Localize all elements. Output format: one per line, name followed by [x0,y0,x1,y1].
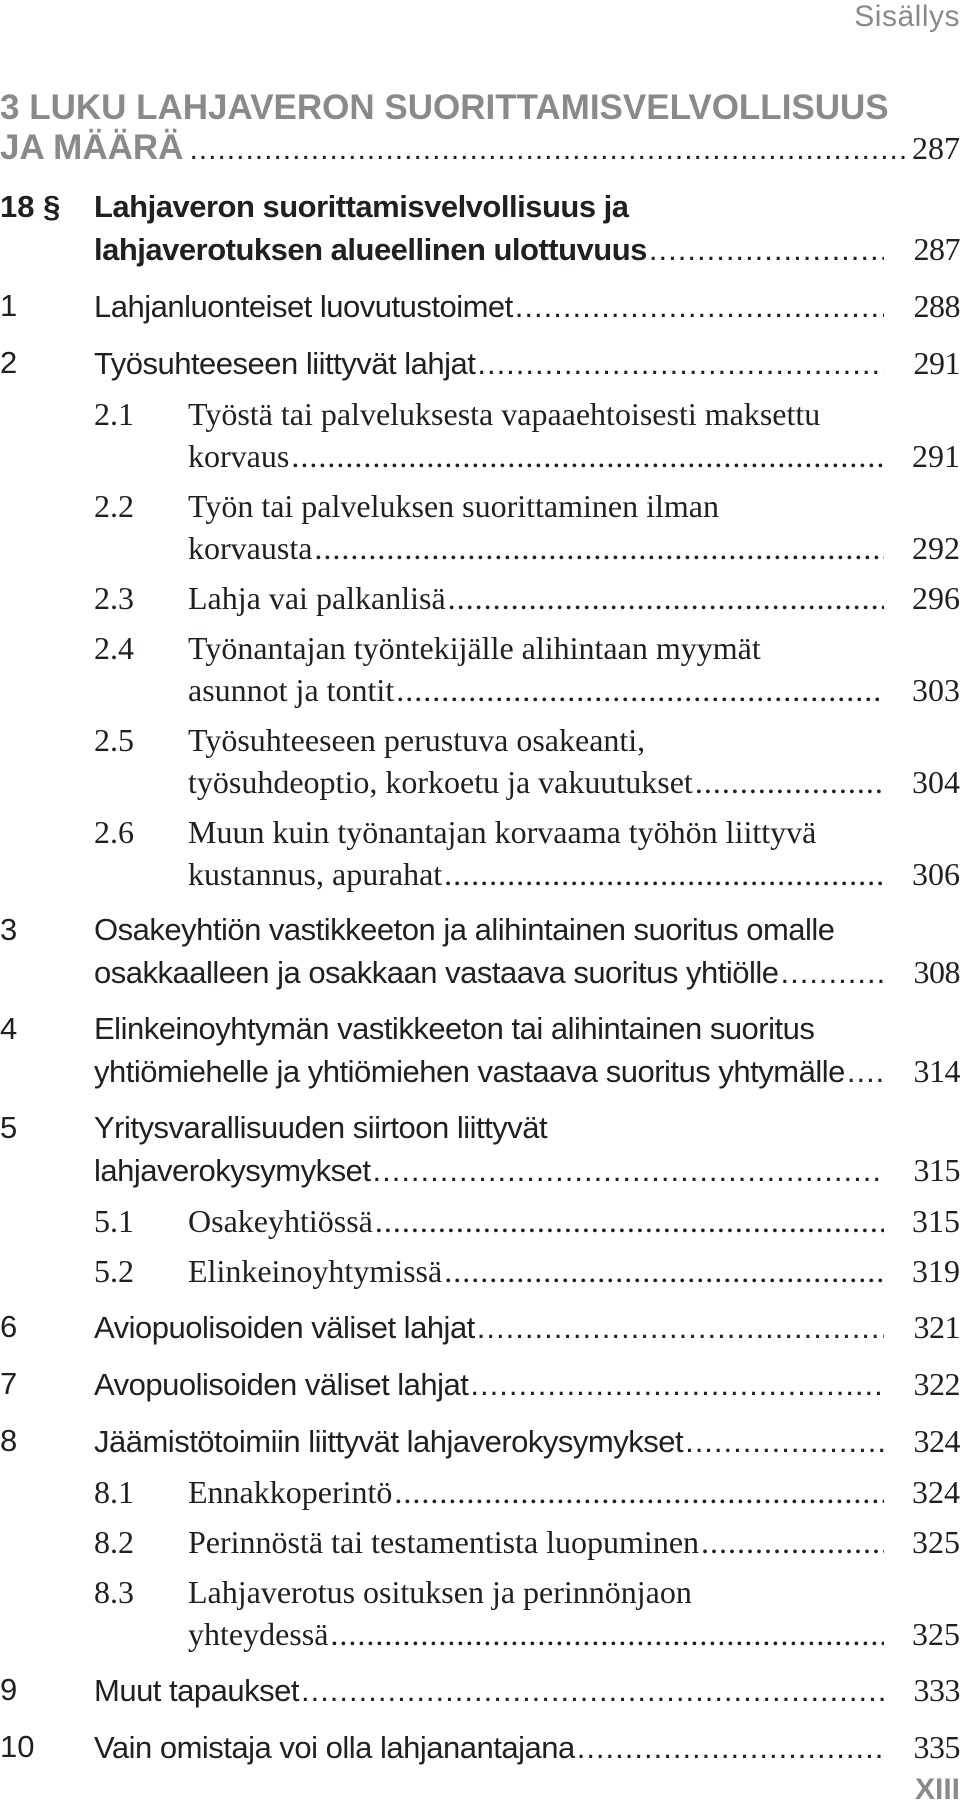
toc-entry-last-line [94,285,960,328]
toc-entry-body [188,1200,960,1242]
toc-entry-title-line: asunnot ja tontit [188,672,395,708]
dot-leader [330,1613,884,1655]
toc-page-number: 304 [912,764,960,800]
toc-entry-last-line [188,577,960,619]
dot-leader [396,669,884,711]
toc-entry-body [94,285,960,328]
toc-entry [0,1250,960,1292]
toc-entry-body [94,1107,960,1192]
toc-entry-number: 2.4 [94,630,134,666]
toc-entry-title-line: lahjaverokysymykset [94,1153,371,1188]
toc-page-number: 324 [912,1474,960,1510]
toc-entry [0,577,960,619]
toc-page-number: 321 [913,1309,960,1345]
toc-page-number: 315 [913,1152,960,1188]
toc-entry-number: 8.2 [94,1524,134,1560]
toc-entry-title-line: Lahja vai palkanlisä [188,580,446,616]
toc-entry [0,1521,960,1563]
toc-entry-title-line: yhtiömiehelle ja yhtiömiehen vastaava suoritus yhtymälle [94,1054,845,1089]
toc-entry-number: 7 [0,1366,18,1401]
toc-entry-number: 9 [0,1672,18,1707]
toc-entry [0,909,960,994]
toc-entry-body [94,1726,960,1769]
dot-leader [314,527,884,569]
toc-entry-body [94,909,960,994]
toc-entry-body [188,393,960,477]
toc-entry-title-line: Perinnöstä tai testamentista luopuminen [188,1524,700,1560]
toc-page-number: 324 [913,1423,960,1459]
toc-page-number: 335 [913,1729,960,1765]
dot-leader [477,343,884,385]
toc-entry-number: 6 [0,1309,18,1344]
dot-leader [847,1051,884,1093]
toc-page-number: 291 [913,345,960,381]
toc-entry-last-line [94,1669,960,1712]
toc-entry-number: 2.1 [94,396,134,432]
toc-entry-body [94,1669,960,1712]
toc-entry [0,811,960,895]
toc-entry-number: 5.1 [94,1203,134,1239]
toc-entry-title-line: lahjaverotuksen alueellinen ulottuvuus [94,232,647,267]
toc-entry-body [188,1250,960,1292]
toc-entry-number: 2.3 [94,580,134,616]
toc-page-number: 291 [912,438,960,474]
toc-entry-body [94,342,960,385]
toc-entry [0,627,960,711]
toc-entry-last-line [188,669,960,711]
dot-leader [701,1521,884,1563]
toc-entry-title-line: Työnantajan työntekijälle alihintaan myymät [188,630,761,666]
toc-entry-number: 3 [0,912,18,947]
dot-leader [780,952,884,994]
toc-page-number: 325 [912,1524,960,1560]
toc-entry-last-line [94,1363,960,1406]
toc-page-number: 303 [912,672,960,708]
toc-entry-title-line: Lahjaveron suorittamisvelvollisuus ja [94,189,629,224]
toc-entry-last-line [188,761,960,803]
toc-entry-title-line: Yritysvarallisuuden siirtoon liittyvät [94,1110,548,1145]
table-of-contents [0,186,960,1777]
toc-entry-title-line: Jäämistötoimiin liittyvät lahjaverokysymykset [94,1424,684,1459]
dot-leader [444,853,884,895]
toc-entry [0,342,960,385]
toc-entry-title-line: Muun kuin työnantajan korvaama työhön liittyvä [188,814,817,850]
dot-leader [301,1670,884,1712]
toc-entry-title-line: korvausta [188,530,313,566]
toc-entry-last-line [188,1250,960,1292]
dot-leader [695,761,884,803]
toc-entry-body [188,1471,960,1513]
toc-entry-title-line: korvaus [188,438,290,474]
toc-entry-title-line: Ennakkoperintö [188,1474,393,1510]
toc-page-number: 296 [912,580,960,616]
toc-entry-body [188,1521,960,1563]
toc-entry [0,1306,960,1349]
toc-entry-last-line [188,1471,960,1513]
dot-leader [372,1150,884,1192]
toc-page-number: 292 [912,530,960,566]
toc-entry-title-line: Lahjanluonteiset luovutustoimet [94,289,513,324]
toc-entry-title-line: Työsuhteeseen perustuva osakeanti, [188,722,646,758]
toc-entry-number: 2 [0,345,18,380]
toc-entry-title-line: yhteydessä [188,1616,329,1652]
toc-entry-number: 8.1 [94,1474,134,1510]
toc-entry-number: 4 [0,1011,18,1046]
toc-entry-body [188,811,960,895]
dot-leader [291,435,884,477]
toc-entry [0,1571,960,1655]
toc-entry-body [188,627,960,711]
toc-entry-last-line [188,527,960,569]
toc-page-number: 288 [913,288,960,324]
toc-entry-body [188,577,960,619]
toc-entry-number: 8.3 [94,1574,134,1610]
toc-entry-number: 8 [0,1423,18,1458]
toc-entry-title-line: Avopuolisoiden väliset lahjat [94,1367,469,1402]
toc-entry-title-line: työsuhdeoptio, korkoetu ja vakuutukset [188,764,693,800]
toc-entry-title-line: Osakeyhtiössä [188,1203,373,1239]
toc-entry-number: 2.6 [94,814,134,850]
dot-leader [470,1364,884,1406]
toc-entry [0,1726,960,1769]
toc-entry [0,1420,960,1463]
toc-entry-last-line [94,951,960,994]
toc-entry-last-line [188,1200,960,1242]
dot-leader [189,130,906,170]
toc-entry [0,485,960,569]
dot-leader [685,1421,884,1463]
toc-entry-title-line: Osakeyhtiön vastikkeeton ja alihintainen suoritus omalle [94,912,835,947]
toc-entry-body [188,719,960,803]
chapter-title [0,88,960,170]
toc-entry [0,1008,960,1093]
toc-entry [0,186,960,271]
toc-page-number: 325 [912,1616,960,1652]
toc-entry-title-line: kustannus, apurahat [188,856,443,892]
toc-entry-last-line [94,228,960,271]
toc-entry-number: 5.2 [94,1253,134,1289]
toc-entry-body [94,1008,960,1093]
toc-page-number: 322 [913,1366,960,1402]
toc-entry [0,393,960,477]
chapter-page-number: 287 [912,130,960,166]
toc-entry-body [188,1571,960,1655]
toc-entry-number: 5 [0,1110,18,1145]
toc-page-number: 308 [913,954,960,990]
dot-leader [444,1250,884,1292]
toc-entry [0,285,960,328]
toc-entry [0,1471,960,1513]
toc-entry-body [188,485,960,569]
toc-entry-number: 2.2 [94,488,134,524]
toc-entry [0,1363,960,1406]
toc-entry [0,719,960,803]
toc-page-number: 333 [913,1672,960,1708]
toc-entry-title-line: Lahjaverotus osituksen ja perinnönjaon [188,1574,692,1610]
toc-entry [0,1669,960,1712]
toc-entry [0,1107,960,1192]
toc-entry-last-line [94,1306,960,1349]
toc-entry-body [94,1306,960,1349]
dot-leader [515,286,884,328]
toc-entry-last-line [188,1521,960,1563]
toc-page-number: 315 [912,1203,960,1239]
dot-leader [375,1200,884,1242]
dot-leader [477,1307,884,1349]
toc-entry-body [94,1363,960,1406]
toc-entry-title-line: Vain omistaja voi olla lahjanantajana [94,1730,575,1765]
chapter-title-line1: 3 LUKU LAHJAVERON SUORITTAMISVELVOLLISUUS [0,88,889,127]
chapter-title-line2: JA MÄÄRÄ [0,128,184,167]
toc-entry-title-line: osakkaalleen ja osakkaan vastaava suoritus yhtiölle [94,955,779,990]
toc-entry-title-line: Aviopuolisoiden väliset lahjat [94,1310,475,1345]
toc-entry-last-line [188,435,960,477]
page-folio: XIII [914,1773,960,1806]
toc-entry-last-line [94,1726,960,1769]
dot-leader [448,577,884,619]
toc-entry-title-line: Elinkeinoyhtymissä [188,1253,443,1289]
toc-entry-number: 10 [0,1729,35,1764]
toc-entry-title-line: Työstä tai palveluksesta vapaaehtoisesti maksettu [188,396,821,432]
chapter-title-line2-row [0,128,960,170]
toc-entry [0,1200,960,1242]
toc-page-number: 287 [913,231,960,267]
toc-entry-number: 18 § [0,189,61,224]
toc-page-number: 314 [913,1053,960,1089]
toc-entry-title-line: Työn tai palveluksen suorittaminen ilman [188,488,719,524]
dot-leader [649,229,884,271]
toc-entry-last-line [94,342,960,385]
toc-entry-last-line [94,1149,960,1192]
dot-leader [394,1471,884,1513]
toc-entry-title-line: Elinkeinoyhtymän vastikkeeton tai alihintainen suoritus [94,1011,815,1046]
toc-entry-last-line [94,1050,960,1093]
toc-page-number: 319 [912,1253,960,1289]
toc-entry-title-line: Työsuhteeseen liittyvät lahjat [94,346,476,381]
toc-entry-last-line [188,1613,960,1655]
toc-entry-last-line [94,1420,960,1463]
toc-entry-body [94,186,960,271]
toc-entry-number: 1 [0,288,18,323]
dot-leader [577,1727,884,1769]
toc-page-number: 306 [912,856,960,892]
toc-entry-title-line: Muut tapaukset [94,1673,299,1708]
toc-entry-number: 2.5 [94,722,134,758]
toc-entry-body [94,1420,960,1463]
toc-entry-last-line [188,853,960,895]
running-head: Sisällys [854,0,960,33]
